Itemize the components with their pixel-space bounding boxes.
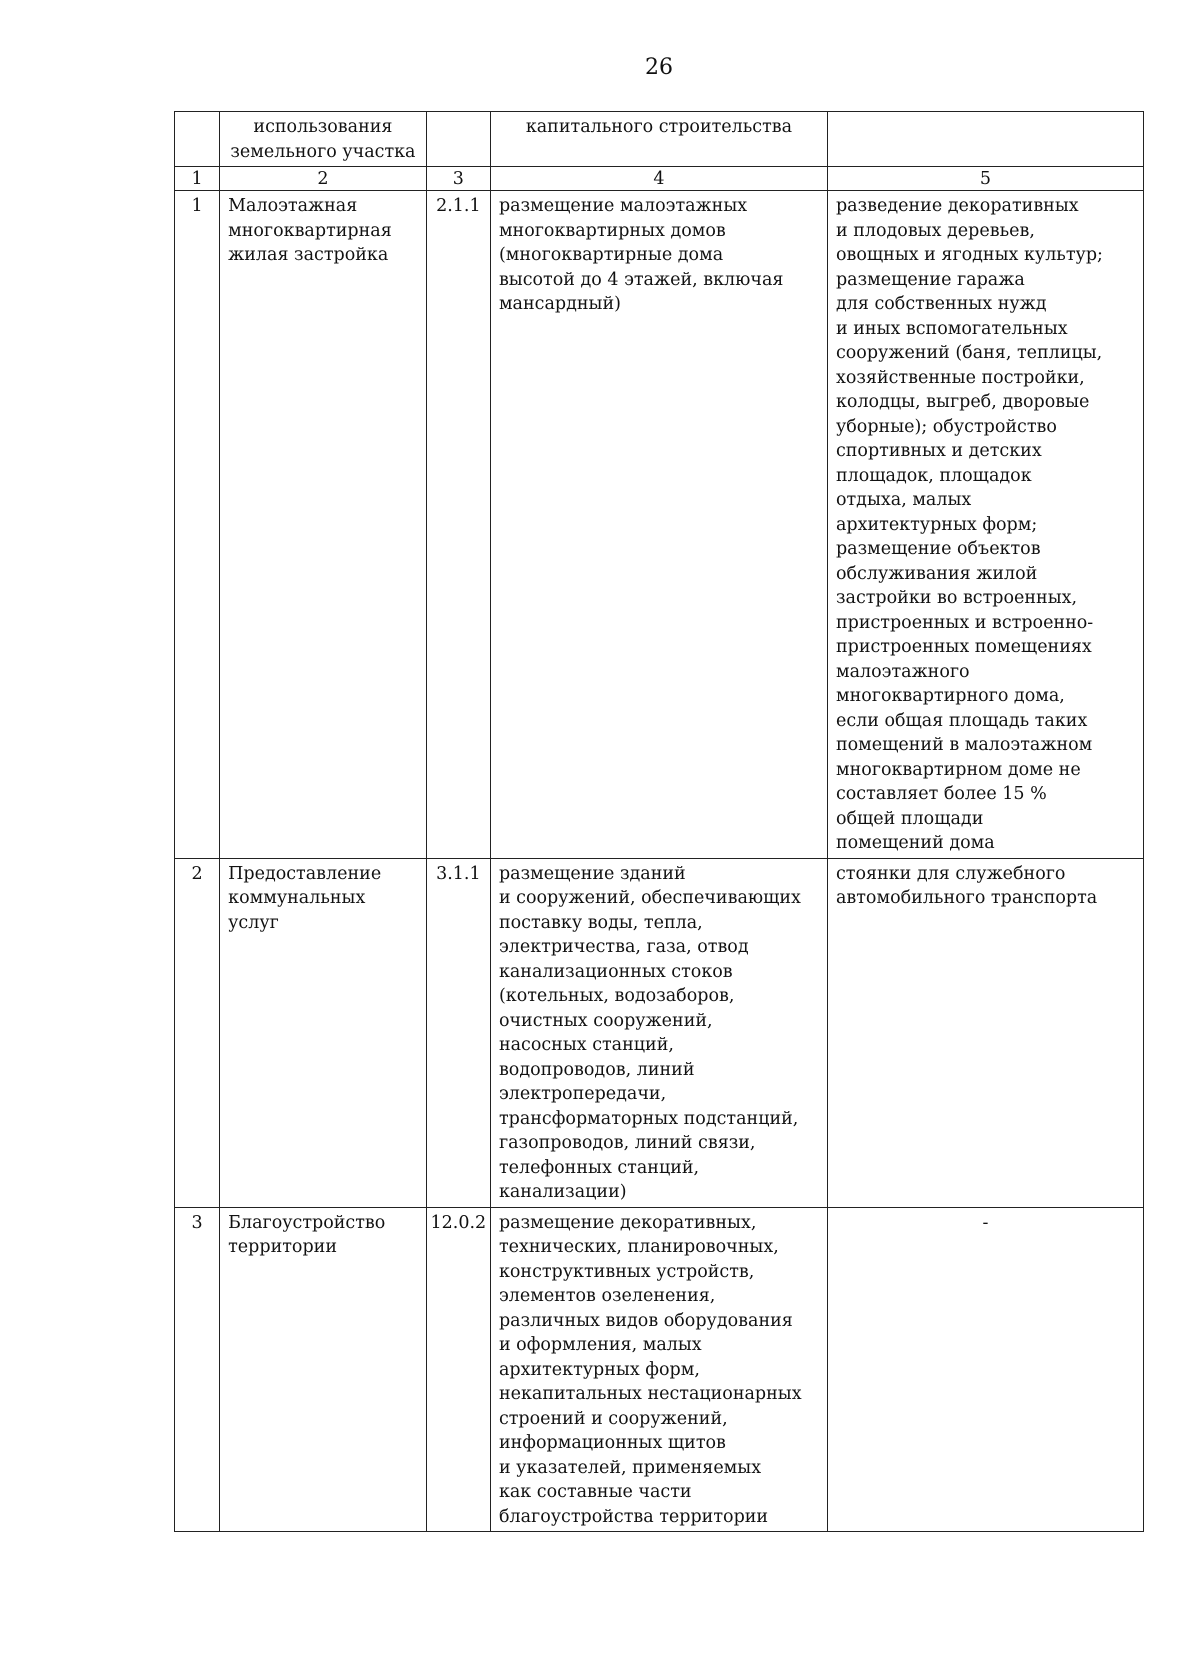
header-cell-2 xyxy=(220,112,427,167)
row-number-cell: 3 xyxy=(175,1207,220,1532)
cell-line: трансформаторных подстанций, xyxy=(498,1108,799,1129)
cell-line: очистных сооружений, xyxy=(498,1010,713,1031)
cell-line: архитектурных форм, xyxy=(498,1359,700,1380)
land-use-name-cell xyxy=(220,1207,427,1532)
cell-line: пристроенных и встроенно- xyxy=(835,612,1094,633)
cell-line: общей площади xyxy=(835,808,984,829)
cell-line: телефонных станций, xyxy=(498,1157,700,1178)
cell-line: многоквартирном доме не xyxy=(835,759,1081,780)
page-number: 26 xyxy=(645,55,673,80)
column-number: 2 xyxy=(220,167,427,191)
header-cell-1 xyxy=(175,112,220,167)
header-line: земельного участка xyxy=(230,141,416,162)
cell-line: высотой до 4 этажей, включая xyxy=(498,269,784,290)
cell-line: конструктивных устройств, xyxy=(498,1261,755,1282)
cell-line: Малоэтажная xyxy=(228,196,358,216)
cell-line: электричества, газа, отвод xyxy=(498,937,749,957)
cell-line: благоустройства территории xyxy=(498,1506,769,1527)
row-number-cell: 2 xyxy=(175,858,220,1207)
cell-line: многоквартирного дома, xyxy=(835,686,1065,706)
land-use-code-cell: 3.1.1 xyxy=(426,858,490,1207)
cell-line: размещение объектов xyxy=(835,539,1041,559)
cell-line: размещение гаража xyxy=(835,269,1025,290)
cell-line: газопроводов, линий связи, xyxy=(498,1133,756,1153)
cell-line: - xyxy=(982,1212,989,1233)
cell-line: электропередачи, xyxy=(498,1084,667,1104)
cell-line: застройки во встроенных, xyxy=(835,588,1078,608)
cell-line: хозяйственные постройки, xyxy=(835,367,1085,388)
cell-line: малоэтажного xyxy=(835,661,970,682)
table-row xyxy=(175,191,1144,859)
cell-line: обслуживания жилой xyxy=(835,563,1038,584)
auxiliary-use-cell xyxy=(827,191,1143,859)
cell-line: водопроводов, линий xyxy=(498,1059,695,1080)
cell-line: (многоквартирные дома xyxy=(498,245,724,265)
cell-line: услуг xyxy=(228,912,279,933)
cell-line: отдыха, малых xyxy=(835,490,972,510)
cell-line: сооружений (баня, теплицы, xyxy=(835,343,1103,363)
table-row xyxy=(175,1207,1144,1532)
cell-line: канализации) xyxy=(498,1182,627,1202)
cell-line: информационных щитов xyxy=(498,1433,726,1453)
cell-line: размещение декоративных, xyxy=(498,1212,757,1233)
cell-line: многоквартирных домов xyxy=(498,220,726,241)
cell-line: и оформления, малых xyxy=(498,1335,702,1355)
cell-line: некапитальных нестационарных xyxy=(498,1384,802,1404)
header-line: использования xyxy=(253,117,393,137)
cell-line: поставку воды, тепла, xyxy=(498,912,703,933)
cell-line: Благоустройство xyxy=(228,1212,386,1233)
header-cell-4 xyxy=(490,112,827,167)
land-use-code-cell: 12.0.2 xyxy=(426,1207,490,1532)
cell-line: колодцы, выгреб, дворовые xyxy=(835,392,1090,412)
cell-line: как составные части xyxy=(498,1482,692,1502)
description-cell xyxy=(490,858,827,1207)
cell-line: составляет более 15 % xyxy=(835,784,1047,804)
column-number: 4 xyxy=(490,167,827,191)
cell-line: пристроенных помещениях xyxy=(835,637,1092,657)
cell-line: и плодовых деревьев, xyxy=(835,220,1035,241)
row-number-cell: 1 xyxy=(175,191,220,859)
cell-line: и иных вспомогательных xyxy=(835,318,1068,339)
cell-line: жилая застройка xyxy=(228,245,389,265)
description-cell xyxy=(490,1207,827,1532)
cell-line: стоянки для служебного xyxy=(835,863,1066,884)
column-number: 3 xyxy=(426,167,490,191)
cell-line: площадок, площадок xyxy=(835,465,1032,486)
cell-line: если общая площадь таких xyxy=(835,710,1088,731)
cell-line: и указателей, применяемых xyxy=(498,1457,762,1478)
cell-line: насосных станций, xyxy=(498,1035,674,1055)
cell-line: и сооружений, обеспечивающих xyxy=(498,888,801,908)
land-use-code-cell: 2.1.1 xyxy=(426,191,490,859)
cell-line: размещение малоэтажных xyxy=(498,196,748,216)
cell-line: размещение зданий xyxy=(498,863,686,884)
cell-line: строений и сооружений, xyxy=(498,1408,728,1429)
cell-line: помещений дома xyxy=(835,833,995,853)
cell-line: (котельных, водозаборов, xyxy=(498,986,735,1006)
cell-line: коммунальных xyxy=(228,888,366,908)
cell-line: разведение декоративных xyxy=(835,196,1079,216)
column-number: 1 xyxy=(175,167,220,191)
cell-line: овощных и ягодных культур; xyxy=(835,245,1103,265)
cell-line: уборные); обустройство xyxy=(835,416,1057,437)
header-cell-5 xyxy=(827,112,1143,167)
cell-line: канализационных стоков xyxy=(498,961,733,982)
header-cell-3 xyxy=(426,112,490,167)
auxiliary-use-cell xyxy=(827,1207,1143,1532)
land-use-name-cell xyxy=(220,191,427,859)
column-number: 5 xyxy=(827,167,1143,191)
column-number-row xyxy=(175,167,1144,191)
description-cell xyxy=(490,191,827,859)
table-body xyxy=(175,191,1144,1532)
cell-line: многоквартирная xyxy=(228,220,392,241)
cell-line: автомобильного транспорта xyxy=(835,888,1098,908)
cell-line: архитектурных форм; xyxy=(835,514,1038,535)
cell-line: Предоставление xyxy=(228,863,382,884)
table-row xyxy=(175,858,1144,1207)
cell-line: мансардный) xyxy=(498,294,621,314)
cell-line: различных видов оборудования xyxy=(498,1310,793,1331)
auxiliary-use-cell xyxy=(827,858,1143,1207)
land-use-name-cell xyxy=(220,858,427,1207)
cell-line: элементов озеленения, xyxy=(498,1286,716,1306)
cell-line: для собственных нужд xyxy=(835,294,1047,314)
cell-line: территории xyxy=(228,1237,337,1257)
table-header-row xyxy=(175,112,1144,167)
cell-line: технических, планировочных, xyxy=(498,1237,779,1257)
land-use-table xyxy=(174,111,1144,1532)
header-line: капитального строительства xyxy=(525,117,793,137)
cell-line: помещений в малоэтажном xyxy=(835,735,1093,755)
cell-line: спортивных и детских xyxy=(835,441,1042,461)
